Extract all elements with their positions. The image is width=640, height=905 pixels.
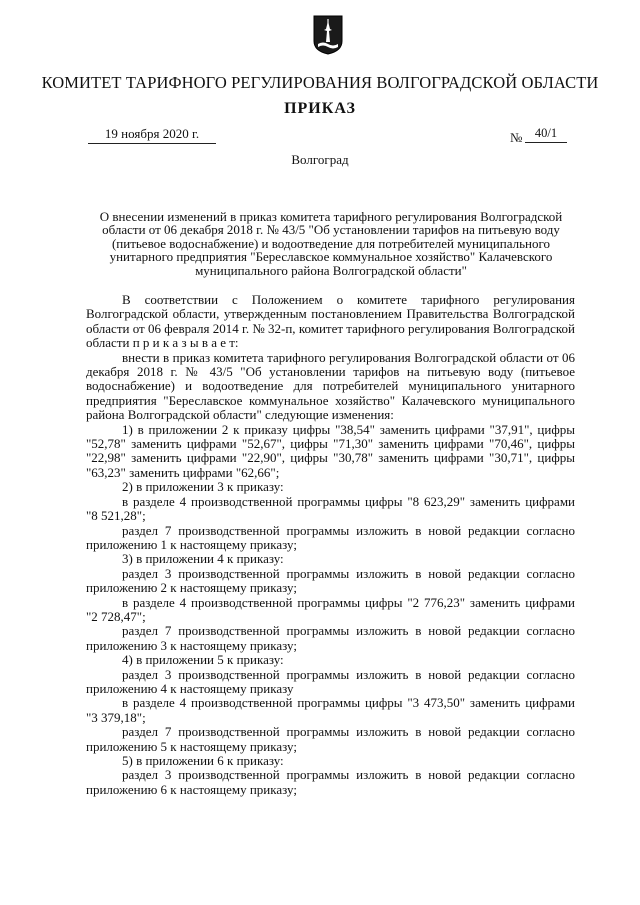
city-name: Волгоград [291, 152, 349, 167]
body-paragraph: 2) в приложении 3 к приказу: [122, 479, 284, 495]
body-paragraph: 4) в приложении 5 к приказу: [122, 652, 284, 668]
body-paragraph: в разделе 4 производственной программы цифры "2 776,23" заменить цифрами "2 728,47"; [86, 594, 575, 624]
body-paragraph: в разделе 4 производственной программы цифры "8 623,29" заменить цифрами "8 521,28"; [86, 493, 575, 524]
body-paragraph: раздел 7 производственной программы изложить в новой редакции согласно приложению 3 к настоящему приказу; [86, 623, 575, 653]
preamble-paragraph: В соответствии с Положением о комитете тарифного регулирования Волгоградской области, утвержденным постановлением Правительства Волгоградской области от 06 февраля 2014 г. № 32-п, комитет тарифного регулирования Волгоградской области п р и к а з ы в а е т: [86, 292, 575, 351]
body-paragraph: 1) в приложении 2 к приказу цифры "38,54" заменить цифрами "37,91", цифры "52,78" заменить цифрами "52,67", цифры "71,30" заменить цифрами "70,46", цифры "22,98" заменить цифрами "22,90", цифры "30,78" заменить цифрами "30,71", цифры "63,23" заменить цифрами "62,66"; [86, 421, 575, 480]
order-number-label: № [510, 130, 523, 145]
body-paragraph: раздел 3 производственной программы изложить в новой редакции согласно приложению 2 к настоящему приказу; [86, 565, 575, 596]
order-date: 19 ноября 2020 г. [88, 126, 216, 144]
volgograd-coat-of-arms-icon [313, 15, 343, 55]
body-paragraph: в разделе 4 производственной программы цифры "3 473,50" заменить цифрами "3 379,18"; [86, 695, 575, 725]
body-paragraph: внести в приказ комитета тарифного регулирования Волгоградской области от 06 декабря 2018 г. № 43/5 "Об установлении тарифов на питьевую воду (питьевое водоснабжение) и водоотведение для потребителей муниципального унитарного предприятия "Береславское коммунальное хозяйство" Калачевского муниципального района Волгоградской области" следующие изменения: [86, 349, 575, 423]
order-subject: О внесении изменений в приказ комитета тарифного регулирования Волгоградской области от 06 декабря 2018 г. № 43/5 "Об установлении тарифов на питьевую воду (питьевое водоснабжение) и водоотведение для потребителей муниципального унитарного предприятия "Береславское коммунальное хозяйство" Калачевского муниципального района Волгоградской области" [99, 209, 563, 278]
body-paragraph: раздел 7 производственной программы изложить в новой редакции согласно приложению 5 к настоящему приказу; [86, 724, 575, 754]
body-paragraph: раздел 7 производственной программы изложить в новой редакции согласно приложению 1 к настоящему приказу; [86, 522, 575, 552]
body-paragraph: 3) в приложении 4 к приказу: [122, 551, 284, 567]
order-body [86, 293, 575, 797]
order-number: 40/1 [525, 126, 567, 143]
body-paragraph: раздел 3 производственной программы изложить в новой редакции согласно приложению 6 к настоящему приказу; [86, 767, 575, 797]
committee-title: КОМИТЕТ ТАРИФНОГО РЕГУЛИРОВАНИЯ ВОЛГОГРАДСКОЙ ОБЛАСТИ [41, 73, 599, 92]
body-paragraph: раздел 3 производственной программы изложить в новой редакции согласно приложению 4 к настоящему приказу [86, 666, 575, 696]
document-type-heading: ПРИКАЗ [284, 100, 356, 117]
body-paragraph: 5) в приложении 6 к приказу: [122, 753, 284, 768]
